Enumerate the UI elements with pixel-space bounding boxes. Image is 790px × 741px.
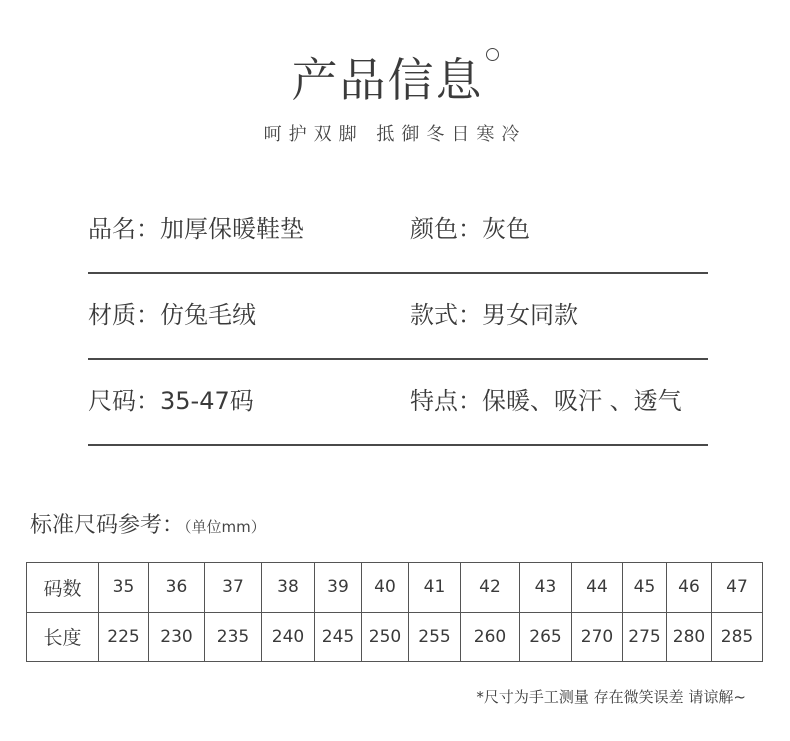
circle-degree-icon (486, 48, 499, 61)
info-row-material-style (88, 272, 708, 360)
page-subtitle: 呵护双脚 抵御冬日寒冷 (263, 124, 527, 145)
length-cell: 245 (315, 612, 362, 662)
product-features: 特点：保暖、吸汗 、透气 (410, 387, 682, 415)
length-cell: 260 (461, 612, 520, 662)
length-cell: 280 (667, 612, 712, 662)
size-cell: 43 (520, 563, 572, 613)
product-name: 品名：加厚保暖鞋垫 (88, 215, 304, 243)
page-title (0, 44, 790, 110)
page-title-text: 产品信息 (291, 53, 484, 107)
length-cell: 285 (712, 612, 763, 662)
size-cell: 40 (362, 563, 409, 613)
measurement-footnote: *尺寸为手工测量 存在微笑误差 请谅解~ (476, 688, 746, 706)
length-row-label: 长度 (27, 612, 99, 662)
size-cell: 35 (99, 563, 149, 613)
size-cell: 41 (409, 563, 461, 613)
length-cell: 225 (99, 612, 149, 662)
info-row-size-features (88, 358, 708, 446)
size-reference-unit: （单位mm） (184, 518, 266, 536)
size-row-label: 码数 (27, 563, 99, 613)
size-row (27, 563, 763, 613)
length-cell: 265 (520, 612, 572, 662)
length-cell: 270 (572, 612, 623, 662)
size-cell: 36 (149, 563, 205, 613)
size-cell: 46 (667, 563, 712, 613)
length-cell: 250 (362, 612, 409, 662)
size-cell: 39 (315, 563, 362, 613)
length-cell: 275 (623, 612, 667, 662)
size-cell: 42 (461, 563, 520, 613)
size-reference-label: 标准尺码参考： (30, 513, 185, 538)
info-row-name-color (88, 186, 708, 274)
length-cell: 255 (409, 612, 461, 662)
size-cell: 37 (205, 563, 262, 613)
length-row (27, 612, 763, 662)
product-style: 款式：男女同款 (410, 301, 578, 329)
size-reference-title (30, 508, 266, 539)
product-color: 颜色：灰色 (410, 215, 530, 243)
length-cell: 235 (205, 612, 262, 662)
length-cell: 240 (262, 612, 315, 662)
size-cell: 47 (712, 563, 763, 613)
size-cell: 44 (572, 563, 623, 613)
length-cell: 230 (149, 612, 205, 662)
product-material: 材质：仿兔毛绒 (88, 301, 256, 329)
size-cell: 45 (623, 563, 667, 613)
size-table (26, 562, 763, 662)
size-cell: 38 (262, 563, 315, 613)
product-size-range: 尺码：35-47码 (88, 387, 254, 415)
